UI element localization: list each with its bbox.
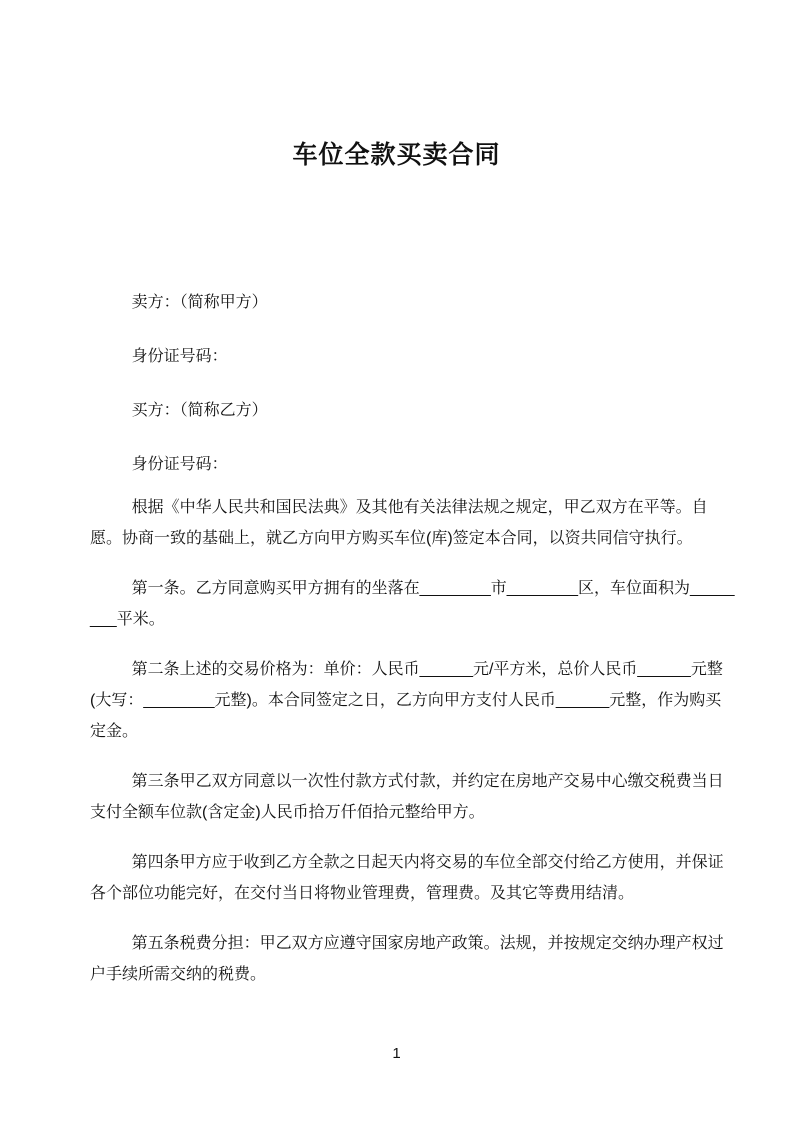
page-footer <box>0 1044 793 1064</box>
preamble-paragraph: 根据《中华人民共和国民法典》及其他有关法律法规之规定，甲乙双方在平等。自愿。协商一致的基础上，就乙方向甲方购买车位(库)签定本合同，以资共同信守执行。 <box>90 499 708 547</box>
document-title: 车位全款买卖合同 <box>292 141 501 169</box>
buyer-line: 买方：（简称乙方） <box>131 402 268 419</box>
clause-2: 第二条上述的交易价格为：单价：人民币______元/平方米，总价人民币______元整(大写：________元整)。本合同签定之日，乙方向甲方支付人民币______元整，作为购买定金。 <box>90 661 723 740</box>
page-number: 1 <box>392 1045 401 1062</box>
clause-3: 第三条甲乙双方同意以一次性付款方式付款，并约定在房地产交易中心缴交税费当日支付全额车位款(含定金)人民币拾万仟佰拾元整给甲方。 <box>90 773 724 821</box>
seller-line: 卖方：（简称甲方） <box>131 294 268 311</box>
seller-id-line: 身份证号码： <box>131 348 228 365</box>
clause-1: 第一条。乙方同意购买甲方拥有的坐落在________市________区，车位面积为________平米。 <box>90 580 735 628</box>
clause-4: 第四条甲方应于收到乙方全款之日起天内将交易的车位全部交付给乙方使用，并保证各个部位功能完好，在交付当日将物业管理费，管理费。及其它等费用结清。 <box>90 854 724 902</box>
clause-5: 第五条税费分担：甲乙双方应遵守国家房地产政策。法规，并按规定交纳办理产权过户手续所需交纳的税费。 <box>90 935 724 983</box>
document-body <box>0 172 793 990</box>
buyer-id-line: 身份证号码： <box>131 456 228 473</box>
